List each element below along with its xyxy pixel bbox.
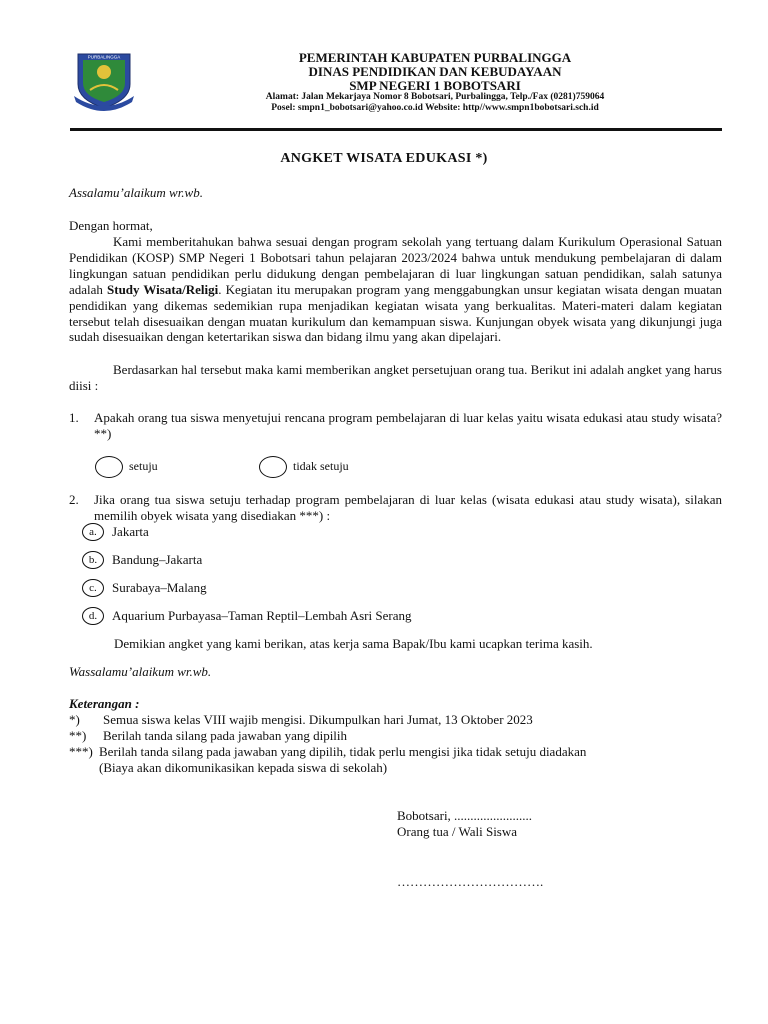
intro-paragraph: Kami memberitahukan bahwa sesuai dengan program sekolah yang tertuang dalam Kurikulum Operasional Satuan Pendidikan (KOSP) SMP Negeri 1 Bobotsari tahun pelajaran 2023/2024 bahwa untuk mendukung pembelajaran di dalam lingkungan satuan pendidikan perlu didukung dengan pembelajaran di luar lingkungan satuan pendidikan, salah satunya adalah Study Wisata/Religi. Kegiatan itu merupakan program yang menggabungkan unsur kegiatan wisata dengan muatan pendidikan yang dikemas sedemikian rupa menjadikan kegiatan wisata yang berkualitas. Materi-materi dalam kegiatan tersebut telah disesuaikan dengan muatan kurikulum dan kemampuan siswa. Kunjungan obyek wisata yang dikunjungi juga sudah disesuaikan dengan ketertarikan siswa dan bidang ilmu yang akan dipelajari. bbox=[69, 234, 723, 345]
page-title: ANGKET WISATA EDUKASI *) bbox=[280, 151, 488, 166]
choice-c-marker[interactable]: c. bbox=[82, 579, 104, 597]
note-1-text: Semua siswa kelas VIII wajib mengisi. Dikumpulkan hari Jumat, 13 Oktober 2023 bbox=[103, 712, 533, 727]
header-line-2: DINAS PENDIDIKAN DAN KEBUDAYAAN bbox=[308, 64, 562, 79]
instruction-paragraph: Berdasarkan hal tersebut maka kami memberikan angket persetujuan orang tua. Berikut ini adalah angket yang harus diisi : bbox=[69, 362, 722, 393]
option-tidak-setuju-label: tidak setuju bbox=[293, 459, 349, 473]
closing-salutation: Wassalamu’alaikum wr.wb. bbox=[69, 664, 212, 679]
option-setuju-checkbox[interactable] bbox=[95, 456, 123, 478]
note-2-mark: **) bbox=[69, 728, 87, 743]
choice-b-marker[interactable]: b. bbox=[82, 551, 104, 569]
question-1 bbox=[69, 410, 722, 444]
note-1-mark: *) bbox=[69, 712, 80, 727]
greeting: Assalamu’alaikum wr.wb. bbox=[69, 185, 203, 200]
header-line-1: PEMERINTAH KABUPATEN PURBALINGGA bbox=[298, 50, 572, 65]
choice-d-label: Aquarium Purbayasa–Taman Reptil–Lembah Asri Serang bbox=[112, 608, 412, 623]
note-extra: (Biaya akan dikomunikasikan kepada siswa di sekolah) bbox=[99, 760, 388, 775]
header-address: Alamat: Jalan Mekarjaya Nomor 8 Bobotsari, Purbalingga, Telp./Fax (0281)759064 bbox=[265, 92, 605, 102]
note-3-mark: ***) bbox=[69, 744, 93, 759]
note-2-text: Berilah tanda silang pada jawaban yang dipilih bbox=[103, 728, 348, 743]
option-tidak-setuju-checkbox[interactable] bbox=[259, 456, 287, 478]
activity-name: Study Wisata/Religi bbox=[107, 281, 219, 297]
note-3-text: Berilah tanda silang pada jawaban yang dipilih, tidak perlu mengisi jika tidak setuju diadakan bbox=[99, 744, 587, 759]
question-text: Jika orang tua siswa setuju terhadap program pembelajaran di luar kelas (wisata edukasi atau study wisata), silakan memilih obyek wisata yang disediakan ***) : bbox=[94, 492, 722, 523]
choice-c-label: Surabaya–Malang bbox=[112, 580, 207, 595]
signature-role: Orang tua / Wali Siswa bbox=[397, 824, 518, 839]
choice-d-marker[interactable]: d. bbox=[82, 607, 104, 625]
regency-logo bbox=[72, 50, 136, 112]
header-contact: Posel: smpn1_bobotsari@yahoo.co.id Website: http//www.smpn1bobotsari.sch.id bbox=[271, 103, 599, 113]
signature-place-date: Bobotsari, ........................ bbox=[397, 808, 533, 823]
question-2 bbox=[69, 492, 722, 526]
question-text: Apakah orang tua siswa menyetujui rencana program pembelajaran di luar kelas yaitu wisata edukasi atau study wisata? **) bbox=[94, 410, 722, 441]
option-setuju-label: setuju bbox=[129, 459, 158, 473]
closing-text: Demikian angket yang kami berikan, atas kerja sama Bapak/Ibu kami ucapkan terima kasih. bbox=[114, 636, 593, 651]
question-number: 2. bbox=[69, 492, 79, 507]
header-line-3: SMP NEGERI 1 BOBOTSARI bbox=[349, 78, 521, 93]
logo-text: PURBALINGGA bbox=[87, 54, 121, 60]
question-number: 1. bbox=[69, 410, 79, 425]
choice-a-marker[interactable]: a. bbox=[82, 523, 104, 541]
header-divider bbox=[70, 128, 722, 131]
choice-b-label: Bandung–Jakarta bbox=[112, 552, 203, 567]
signature-name-line: ……………………………. bbox=[397, 874, 544, 889]
notes-heading: Keterangan : bbox=[69, 696, 140, 711]
opening: Dengan hormat, bbox=[69, 218, 153, 233]
choice-a-label: Jakarta bbox=[112, 524, 149, 539]
